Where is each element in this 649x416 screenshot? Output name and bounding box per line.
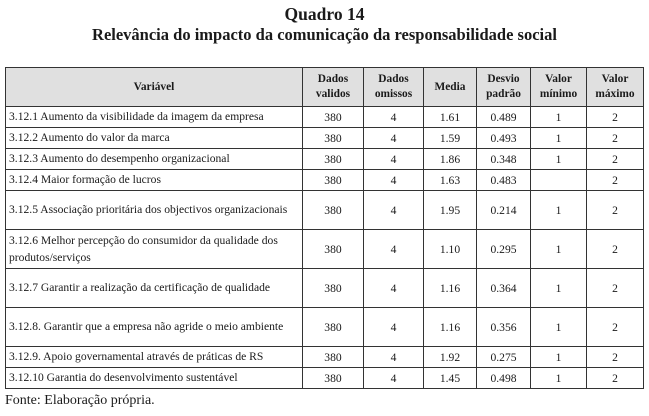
cell-media: 1.16 xyxy=(424,308,477,347)
cell-omissos: 4 xyxy=(364,149,424,170)
source-note: Fonte: Elaboração própria. xyxy=(5,393,155,408)
cell-minimo: 1 xyxy=(531,230,587,269)
cell-omissos: 4 xyxy=(364,347,424,368)
table-row xyxy=(6,128,644,149)
table-title: Quadro 14 xyxy=(284,4,365,24)
cell-validos: 380 xyxy=(303,308,364,347)
cell-desvio: 0.493 xyxy=(477,128,531,149)
cell-maximo: 2 xyxy=(587,107,644,128)
header-desvio-padrao: Desvio padrão xyxy=(477,68,531,107)
cell-variavel: 3.12.3 Aumento do desempenho organizacional xyxy=(6,149,303,170)
cell-desvio: 0.364 xyxy=(477,269,531,308)
cell-maximo: 2 xyxy=(587,269,644,308)
cell-minimo: 1 xyxy=(531,269,587,308)
cell-omissos: 4 xyxy=(364,368,424,389)
header-media: Media xyxy=(424,68,477,107)
cell-media: 1.92 xyxy=(424,347,477,368)
header-row xyxy=(6,68,644,107)
cell-maximo: 2 xyxy=(587,308,644,347)
cell-desvio: 0.275 xyxy=(477,347,531,368)
cell-omissos: 4 xyxy=(364,230,424,269)
cell-maximo: 2 xyxy=(587,191,644,230)
cell-variavel: 3.12.2 Aumento do valor da marca xyxy=(6,128,303,149)
table-row xyxy=(6,308,644,347)
cell-desvio: 0.498 xyxy=(477,368,531,389)
cell-media: 1.16 xyxy=(424,269,477,308)
cell-media: 1.95 xyxy=(424,191,477,230)
header-variavel: Variável xyxy=(6,68,303,107)
cell-omissos: 4 xyxy=(364,269,424,308)
cell-media: 1.86 xyxy=(424,149,477,170)
header-valor-minimo: Valor mínimo xyxy=(531,68,587,107)
cell-minimo xyxy=(531,170,587,191)
table-row xyxy=(6,230,644,269)
cell-validos: 380 xyxy=(303,170,364,191)
cell-media: 1.61 xyxy=(424,107,477,128)
header-dados-validos: Dados validos xyxy=(303,68,364,107)
cell-variavel: 3.12.1 Aumento da visibilidade da imagem da empresa xyxy=(6,107,303,128)
cell-variavel: 3.12.4 Maior formação de lucros xyxy=(6,170,303,191)
cell-omissos: 4 xyxy=(364,191,424,230)
cell-validos: 380 xyxy=(303,269,364,308)
cell-maximo: 2 xyxy=(587,170,644,191)
cell-variavel: 3.12.5 Associação prioritária dos objectivos organizacionais xyxy=(6,191,303,230)
header-valor-maximo: Valor máximo xyxy=(587,68,644,107)
cell-maximo: 2 xyxy=(587,230,644,269)
cell-validos: 380 xyxy=(303,128,364,149)
table-row xyxy=(6,269,644,308)
cell-variavel: 3.12.6 Melhor percepção do consumidor da qualidade dos produtos/serviços xyxy=(6,230,303,269)
cell-desvio: 0.214 xyxy=(477,191,531,230)
cell-variavel: 3.12.10 Garantia do desenvolvimento sustentável xyxy=(6,368,303,389)
cell-validos: 380 xyxy=(303,191,364,230)
cell-variavel: 3.12.8. Garantir que a empresa não agride o meio ambiente xyxy=(6,308,303,347)
statistics-table xyxy=(5,67,644,389)
cell-media: 1.10 xyxy=(424,230,477,269)
cell-desvio: 0.489 xyxy=(477,107,531,128)
table-subtitle: Relevância do impacto da comunicação da responsabilidade social xyxy=(92,25,557,44)
cell-maximo: 2 xyxy=(587,368,644,389)
header-dados-omissos: Dados omissos xyxy=(364,68,424,107)
cell-validos: 380 xyxy=(303,368,364,389)
cell-minimo: 1 xyxy=(531,368,587,389)
cell-maximo: 2 xyxy=(587,128,644,149)
table-row xyxy=(6,347,644,368)
cell-desvio: 0.295 xyxy=(477,230,531,269)
cell-desvio: 0.348 xyxy=(477,149,531,170)
cell-media: 1.45 xyxy=(424,368,477,389)
table-row xyxy=(6,149,644,170)
cell-omissos: 4 xyxy=(364,107,424,128)
cell-validos: 380 xyxy=(303,107,364,128)
cell-desvio: 0.356 xyxy=(477,308,531,347)
table-row xyxy=(6,368,644,389)
cell-validos: 380 xyxy=(303,230,364,269)
cell-minimo: 1 xyxy=(531,107,587,128)
table-row xyxy=(6,170,644,191)
cell-minimo: 1 xyxy=(531,347,587,368)
cell-variavel: 3.12.7 Garantir a realização da certificação de qualidade xyxy=(6,269,303,308)
cell-variavel: 3.12.9. Apoio governamental através de práticas de RS xyxy=(6,347,303,368)
cell-minimo: 1 xyxy=(531,308,587,347)
cell-minimo: 1 xyxy=(531,128,587,149)
cell-omissos: 4 xyxy=(364,308,424,347)
cell-omissos: 4 xyxy=(364,170,424,191)
table-row xyxy=(6,191,644,230)
cell-minimo: 1 xyxy=(531,191,587,230)
table-row xyxy=(6,107,644,128)
cell-validos: 380 xyxy=(303,347,364,368)
cell-minimo: 1 xyxy=(531,149,587,170)
cell-maximo: 2 xyxy=(587,347,644,368)
cell-media: 1.59 xyxy=(424,128,477,149)
cell-validos: 380 xyxy=(303,149,364,170)
cell-omissos: 4 xyxy=(364,128,424,149)
cell-maximo: 2 xyxy=(587,149,644,170)
cell-desvio: 0.483 xyxy=(477,170,531,191)
cell-media: 1.63 xyxy=(424,170,477,191)
